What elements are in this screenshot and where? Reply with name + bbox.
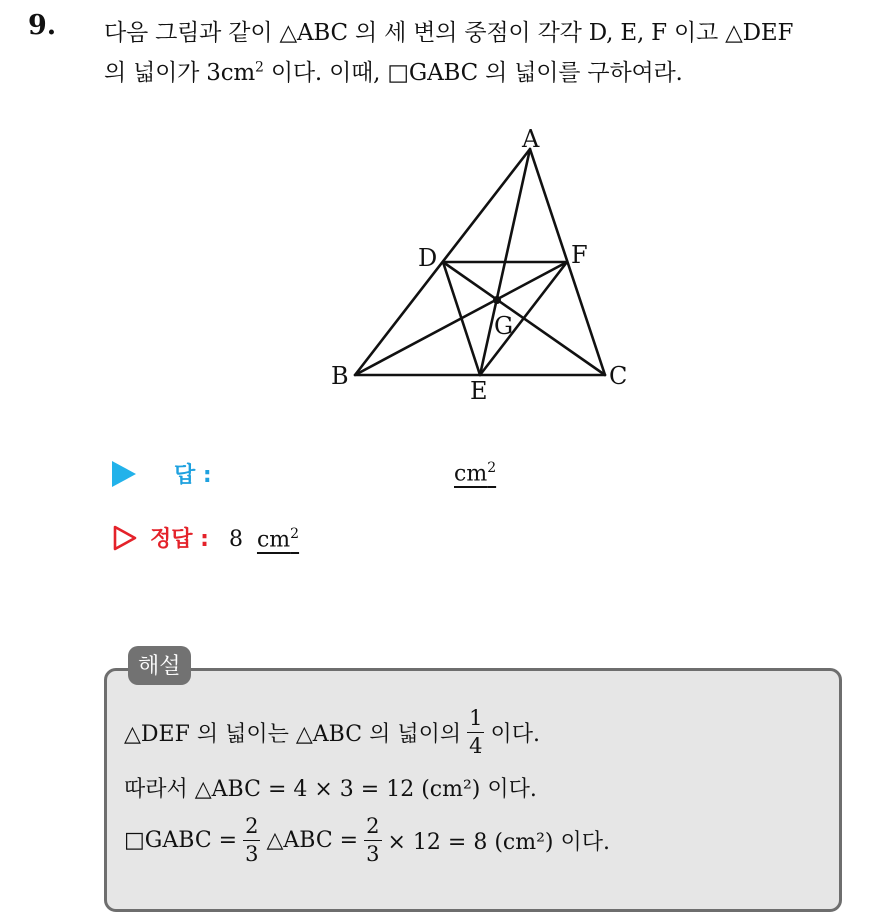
correct-answer-value: 8 (228, 527, 243, 552)
explanation-line1-post: 이다. (490, 722, 540, 747)
question-text-line2-pre: 의 넓이가 3cm (104, 60, 256, 86)
label-e: E (470, 377, 488, 405)
question-number: 9. (28, 10, 57, 41)
correct-answer-unit: cm (256, 527, 291, 552)
fraction-two-thirds (243, 816, 260, 865)
answer-row (112, 458, 212, 489)
explanation-tag: 해설 (128, 646, 191, 685)
label-a: A (522, 125, 540, 153)
question-text-line2-post: 이다. 이때, □GABC 의 넓이를 구하여라. (263, 60, 683, 86)
correct-answer-label: 정답 : (150, 527, 209, 552)
correct-answer-unit-wrap (257, 526, 299, 552)
question-text-line2 (104, 54, 683, 87)
answer-blank-unit: cm (454, 461, 488, 487)
fraction-denominator: 4 (469, 734, 483, 758)
fraction-denominator: 3 (245, 842, 259, 866)
explanation-line1-pre: △DEF 의 넓이는 △ABC 의 넓이의 (124, 722, 462, 747)
outline-triangle-icon (112, 525, 138, 551)
label-c: C (609, 362, 628, 390)
question-unit-superscript: 2 (255, 59, 264, 76)
explanation-line3-mid: △ABC = (266, 828, 359, 853)
fraction-two-thirds (364, 816, 381, 865)
fraction-numerator: 2 (243, 816, 260, 841)
label-d: D (418, 244, 438, 272)
median-b-f (355, 262, 567, 375)
label-g: G (494, 312, 514, 340)
fraction-denominator: 3 (366, 842, 380, 866)
explanation-line1 (124, 708, 540, 757)
triangle-figure (320, 112, 640, 412)
label-f: F (571, 241, 588, 269)
play-triangle-icon (112, 461, 136, 487)
question-text-line1: 다음 그림과 같이 △ABC 의 세 변의 중점이 각각 D, E, F 이고 △DEF (104, 20, 794, 46)
explanation-line2: 따라서 △ABC = 4 × 3 = 12 (cm²) 이다. (124, 777, 537, 802)
answer-label: 답 : (174, 463, 212, 488)
fraction-numerator: 1 (467, 708, 484, 733)
answer-blank-unit-superscript: 2 (487, 460, 497, 476)
fraction-one-quarter (467, 708, 484, 757)
explanation-line3-post: × 12 = 8 (cm²) 이다. (387, 830, 610, 855)
fraction-numerator: 2 (364, 816, 381, 841)
correct-answer-unit-superscript: 2 (290, 525, 300, 542)
centroid-point (493, 296, 501, 304)
explanation-line3 (124, 816, 610, 865)
explanation-line3-pre: □GABC = (124, 828, 238, 853)
label-b: B (331, 362, 349, 390)
median-c-d (443, 262, 605, 375)
correct-answer-row (112, 522, 299, 553)
answer-blank[interactable] (454, 460, 496, 486)
